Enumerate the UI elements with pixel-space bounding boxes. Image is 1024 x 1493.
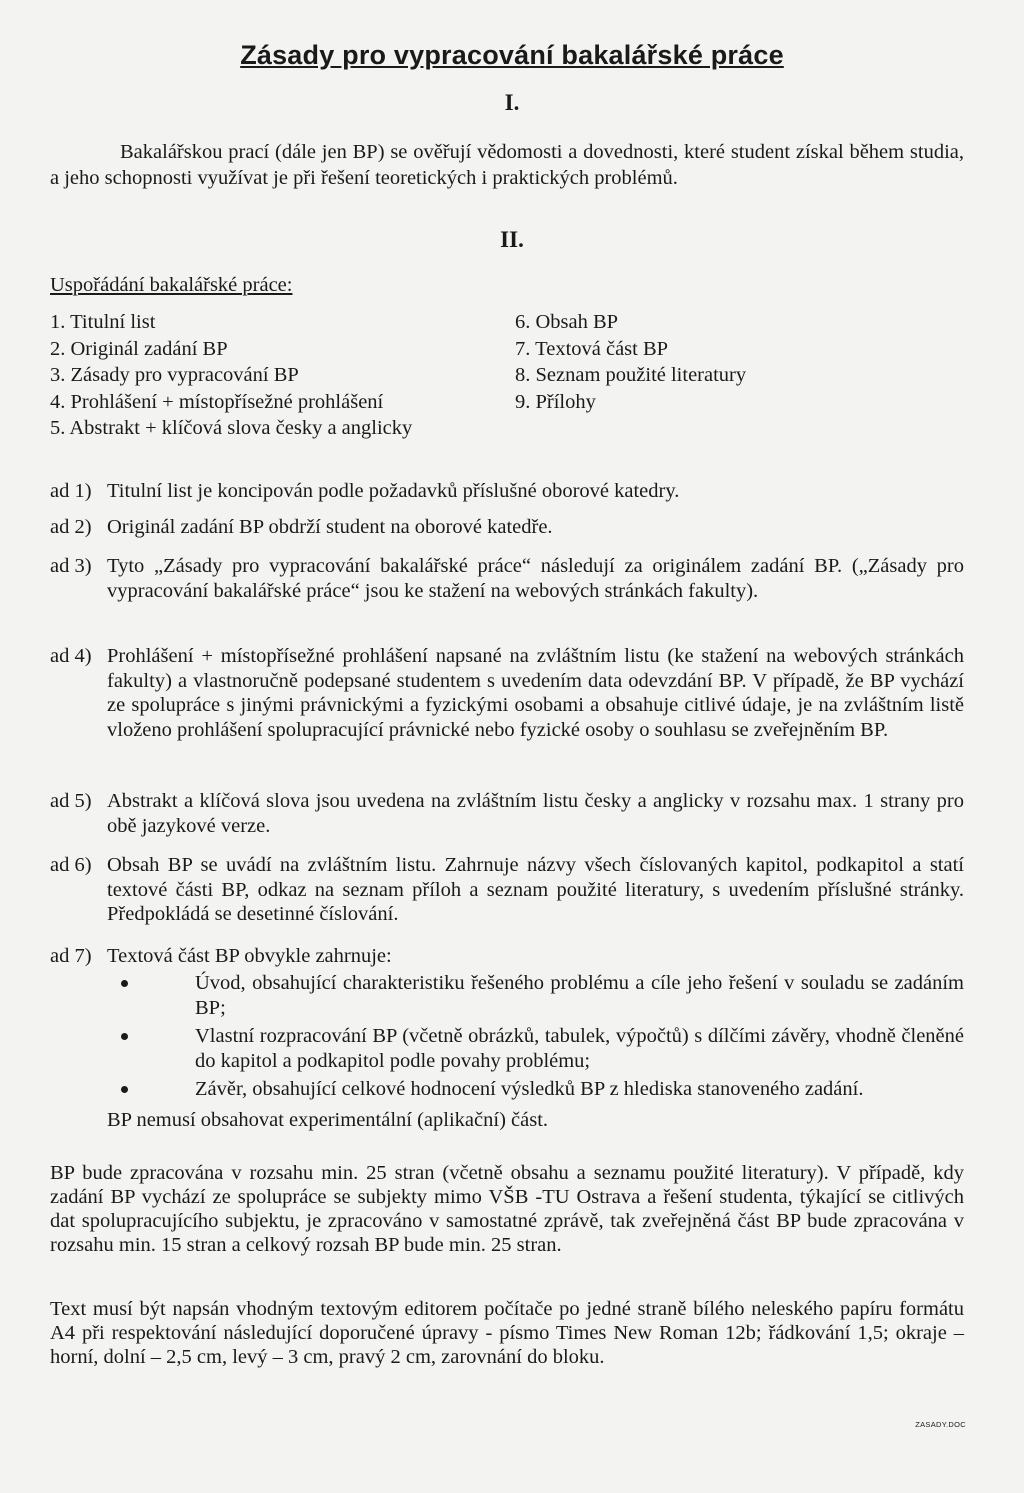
list-item: 9. Přílohy (515, 390, 596, 413)
structure-subheading: Uspořádání bakalářské práce: (50, 274, 293, 296)
list-item: 5. Abstrakt + klíčová slova česky a anglicky (50, 417, 413, 439)
note-ad2 (50, 515, 964, 540)
note-ad4 (50, 644, 964, 742)
list-item: 8. Seznam použité literatury (515, 364, 747, 386)
note-label: ad 2) (50, 516, 92, 538)
note-label: ad 5) (50, 790, 92, 812)
note-label: ad 6) (50, 854, 92, 876)
bullet-text: Závěr, obsahující celkové hodnocení výsledků BP z hlediska stanoveného zadání. (195, 1078, 864, 1100)
list-item: 2. Originál zadání BP (50, 337, 228, 360)
ad7-bullet-list (107, 971, 964, 1106)
list-item: 4. Prohlášení + místopřísežné prohlášení (50, 390, 384, 413)
note-text: Prohlášení + místopřísežné prohlášení napsané na zvláštním listu (ke stažení na webových stránkách fakulty) a vlastnoručně podepsané studentem s uvedením data odevzdání BP. V případě, že BP vychází ze spolupráce s jinými právnickými a fyzickými osobami a obsahuje citlivé údaje, je na zvláštním listě vloženo prohlášení spolupracující právnické nebo fyzické osoby o souhlasu se zveřejněním BP. (107, 645, 964, 741)
ad7-after-text: BP nemusí obsahovat experimentální (aplikační) část. (107, 1109, 549, 1131)
file-name-footer: ZASADY.DOC (915, 1420, 966, 1429)
note-label: ad 1) (50, 480, 92, 502)
note-label: ad 7) (50, 945, 92, 967)
section1-paragraph (50, 139, 964, 191)
document-title: Zásady pro vypracování bakalářské práce (240, 40, 784, 70)
note-ad6 (50, 853, 964, 927)
structure-list-left (50, 309, 412, 442)
note-ad1 (50, 479, 964, 504)
note-text: Textová část BP obvykle zahrnuje: (107, 945, 392, 967)
note-text: Abstrakt a klíčová slova jsou uvedena na zvláštním listu česky a anglicky v rozsahu max. 1 strany pro obě jazykové verze. (107, 790, 964, 837)
note-label: ad 4) (50, 645, 92, 667)
note-text: Titulní list je koncipován podle požadavků příslušné oborové katedry. (107, 480, 680, 502)
list-item: 1. Titulní list (50, 311, 156, 333)
bullet-icon (121, 1033, 128, 1040)
bullet-icon (121, 980, 128, 987)
bullet-item (107, 1024, 964, 1073)
bullet-item (107, 1077, 964, 1102)
section1-text: Bakalářskou prací (dále jen BP) se ověřují vědomosti a dovednosti, které student získal během studia, a jeho schopnosti využívat je při řešení teoretických i praktických problémů. (50, 141, 964, 189)
note-text: Tyto „Zásady pro vypracování bakalářské práce“ následují za originálem zadání BP. („Zásady pro vypracování bakalářské práce“ jsou ke stažení na webových stránkách fakulty). (107, 555, 964, 602)
closing-paragraph-2: Text musí být napsán vhodným textovým editorem počítače po jedné straně bílého neleského papíru formátu A4 při respektování následující doporučené úpravy - písmo Times New Roman 12b; řádkování 1,5; okraje – horní, dolní – 2,5 cm, levý – 3 cm, pravý 2 cm, zarovnání do bloku. (50, 1298, 964, 1368)
note-ad3 (50, 554, 964, 603)
note-text: Obsah BP se uvádí na zvláštním listu. Zahrnuje názvy všech číslovaných kapitol, podkapitol a statí textové části BP, odkaz na seznam příloh a seznam použité literatury, s uvedením příslušné stránky. Předpokládá se desetinné číslování. (107, 854, 964, 925)
bullet-icon (121, 1086, 128, 1093)
list-item: 6. Obsah BP (515, 311, 619, 333)
bullet-text: Úvod, obsahující charakteristiku řešeného problému a cíle jeho řešení v souladu se zadáním BP; (195, 972, 964, 1019)
list-item: 3. Zásady pro vypracování BP (50, 364, 299, 386)
section-numeral-1: I. (504, 90, 520, 115)
list-item: 7. Textová část BP (515, 337, 669, 360)
section-numeral-2: II. (500, 227, 524, 252)
note-ad5 (50, 789, 964, 838)
closing-paragraph-1: BP bude zpracována v rozsahu min. 25 stran (včetně obsahu a seznamu použité literatury). V případě, kdy zadání BP vychází ze spolupráce se subjekty mimo VŠB -TU Ostrava a řešení studenta, týkající se citlivých dat spolupracujícího subjektu, je zpracováno v samostatné zprávě, tak zveřejněná část BP bude zpracována v rozsahu min. 15 stran a celkový rozsah BP bude min. 25 stran. (50, 1162, 964, 1256)
structure-list-right (515, 309, 746, 415)
note-ad7 (50, 944, 964, 969)
bullet-text: Vlastní rozpracování BP (včetně obrázků, tabulek, výpočtů) s dílčími závěry, vhodně členěné do kapitol a podkapitol podle povahy problému; (195, 1025, 964, 1072)
bullet-item (107, 971, 964, 1020)
note-text: Originál zadání BP obdrží student na oborové katedře. (107, 516, 553, 538)
note-label: ad 3) (50, 555, 92, 577)
